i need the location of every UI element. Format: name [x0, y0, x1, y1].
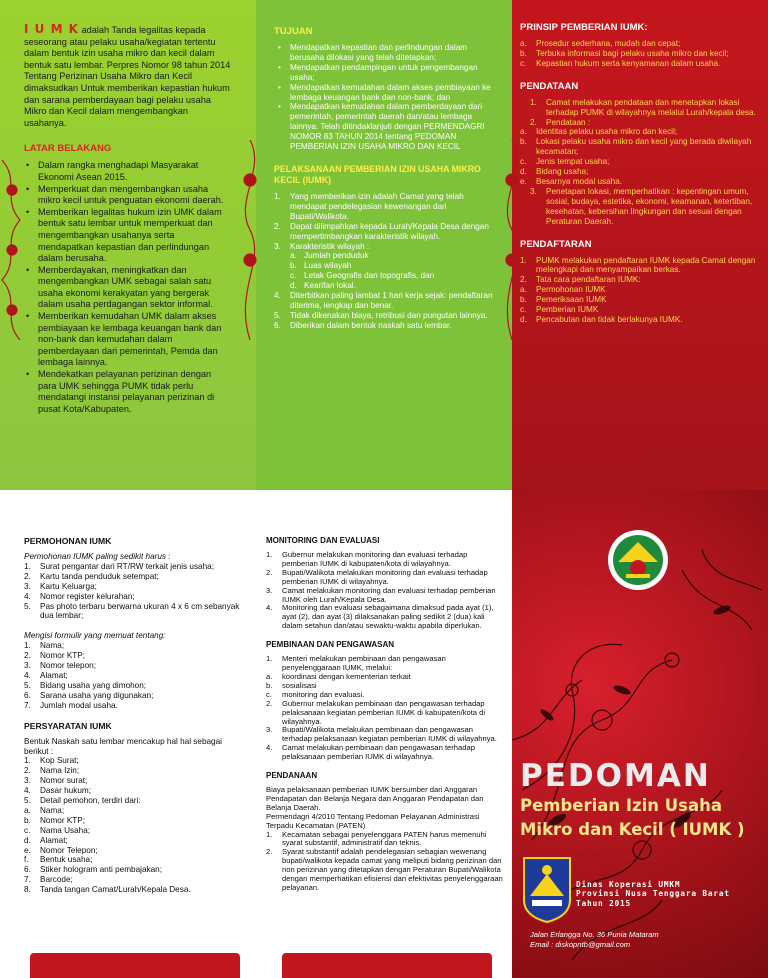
ornament-right-icon	[494, 140, 530, 340]
pendataan-list	[520, 98, 758, 227]
list-item-text: Terbuka informasi bagi pelaku usaha mikro dan kecil;	[536, 48, 729, 58]
list-item-number: 3.	[266, 725, 273, 735]
prinsip-list	[520, 39, 758, 69]
list-item	[24, 641, 246, 651]
list-item	[274, 291, 498, 311]
list-item	[266, 848, 504, 893]
latar-list	[24, 160, 232, 415]
decorative-band-bottom-left	[30, 953, 240, 978]
list-item-number: e.	[520, 176, 527, 186]
list-item-number: 2.	[24, 651, 31, 661]
list-item	[266, 551, 504, 569]
list-item-text: Diterbitkan paling lambat 1 hari kerja sejak: pendaftaran diterima, lengkap dan benar.	[290, 291, 493, 310]
list-item	[274, 251, 498, 261]
list-item-number: 2.	[274, 221, 281, 231]
list-item-number: b.	[24, 815, 31, 825]
org-line-3: Tahun 2015	[576, 898, 631, 908]
list-item	[266, 726, 504, 744]
list-item-number: c.	[266, 689, 272, 699]
list-item-text: Permohonan IUMK	[536, 285, 606, 295]
permohonan-list	[24, 562, 246, 621]
list-item-number: 5.	[24, 680, 31, 690]
list-item-number: a.	[520, 39, 527, 48]
list-item-number: 4.	[24, 670, 31, 680]
list-item	[266, 831, 504, 849]
list-item-number: 3.	[266, 585, 273, 595]
list-item	[24, 855, 246, 865]
list-item-text: Nomor telepon;	[40, 661, 96, 671]
list-item: • Memberikan kemudahan UMK dalam akses pembiayaan ke lembaga keuangan bank dan non-bank dan kemudahan dalam pemberdayaan dari pemerintah, Pemda dan lembaga lainnya.	[24, 311, 232, 369]
list-item-number: c.	[520, 58, 527, 68]
list-item	[520, 49, 758, 59]
list-item	[24, 786, 246, 796]
list-item	[24, 562, 246, 572]
cover-panel	[512, 490, 768, 978]
list-item	[24, 806, 246, 816]
list-item	[520, 118, 758, 128]
list-item-text: Dasar hukum;	[40, 786, 91, 796]
list-item-number: 1.	[530, 97, 537, 107]
list-item-number: a.	[24, 805, 31, 815]
list-item-number: 4.	[266, 743, 273, 753]
list-item-text: Diberikan dalam bentuk naskah satu lembar.	[290, 320, 452, 330]
list-item	[266, 587, 504, 605]
list-item-text: Kartu tanda penduduk setempat;	[40, 571, 159, 581]
list-item: • Mendapatkan kemudahan dalam pemberdayaan dari pemerintah, pemerintah daerah dan/atau lembaga lainnya. Telah ditindaklanjuti dengan PERMENDAGRI NOMOR 83 TAHUN 2014 tentang PEDOMAN PEMBERIAN IZIN USAHA MIKRO DAN KECIL	[276, 102, 498, 152]
list-item-text: Jenis tempat usaha;	[536, 157, 610, 167]
list-item-number: f.	[24, 855, 29, 865]
list-item	[24, 756, 246, 766]
list-item-number: a.	[266, 671, 273, 681]
list-item	[274, 271, 498, 281]
formulir-list	[24, 641, 246, 710]
list-item-text: Gubernur melakukan pembinaan dan pengawasan terhadap pelaksanaan kegiatan pemberian IUMK di kabupaten/kota di wilayahnya.	[282, 698, 486, 726]
list-item-text: Pendataan :	[546, 117, 591, 127]
list-item-number: e.	[24, 845, 31, 855]
list-item	[520, 285, 758, 295]
tujuan-list	[274, 43, 498, 152]
list-item	[520, 98, 758, 118]
list-item-text: Nama;	[40, 641, 65, 651]
list-item	[274, 321, 498, 331]
list-item	[266, 569, 504, 587]
list-item: • Mendapatkan kemudahan dalam akses pembiayaan ke lembaga keuangan bank dan non-bank; dan	[276, 83, 498, 103]
persyaratan-intro: Bentuk Naskah satu lembar mencakup hal hal sebagai berikut :	[24, 736, 222, 756]
list-item-text: Luas wilayah	[304, 261, 352, 271]
list-item-text: Nomor register kelurahan;	[40, 591, 135, 601]
list-item	[24, 671, 246, 681]
list-item-text: Camat melakukan pendataan dan menetapkan lokasi terhadap PUMK di wilayahnya melalui Lurah/kepala desa.	[546, 97, 756, 117]
list-item	[24, 572, 246, 582]
list-item: • Memperkuat dan mengembangkan usaha mikro kecil untuk penguatan ekonomi daerah.	[24, 184, 232, 207]
list-item	[24, 582, 246, 592]
list-item-text: Penetapan lokasi, memperhatikan : kepentingan umum, sosial, budaya, estetika, ekonomi, keamanan, ketertiban, kesehatan, kebersihan lingkungan dan sesuai dengan Peraturan Daerah.	[546, 186, 753, 226]
list-item-text: Kop Surat;	[40, 756, 79, 766]
list-item-number: 2.	[24, 571, 31, 581]
list-item	[266, 700, 504, 727]
address: Jalan Erlangga No. 36 Punia Mataram	[530, 930, 659, 939]
panel-intro	[0, 0, 256, 490]
list-item-number: 7.	[24, 700, 31, 710]
list-item	[24, 651, 246, 661]
list-item	[520, 295, 758, 305]
list-item-text: Kearifan lokal.	[304, 281, 356, 291]
list-item-text: Detail pemohon, terdiri dari:	[40, 796, 141, 806]
list-item-number: 3.	[24, 661, 31, 671]
list-item	[274, 222, 498, 242]
list-item-number: 4.	[24, 786, 31, 796]
list-item-number: 2.	[266, 698, 273, 708]
monitoring-heading: MONITORING DAN EVALUASI	[266, 536, 380, 545]
list-item-text: PUMK melakukan pendaftaran IUMK kepada Camat dengan melengkapi dan menyampaikan berkas.	[536, 255, 756, 275]
list-item-number: a.	[520, 285, 527, 295]
list-item-text: Jumlah penduduk	[304, 251, 369, 261]
pendanaan-list	[266, 831, 504, 893]
list-item	[274, 261, 498, 271]
list-item-text: Nama;	[40, 805, 65, 815]
list-item-number: a.	[290, 251, 297, 261]
list-item: • Memberdayakan, meningkatkan dan mengembangkan UMK sebagai salah satu usaha ekonomi kerakyatan yang bergerak dalam usaha perdagangan sektor informal.	[24, 265, 232, 311]
list-item-text: Besarnya modal usaha.	[536, 176, 623, 186]
org-line-2: Provinsi Nusa Tenggara Barat	[576, 889, 730, 899]
list-item	[24, 592, 246, 602]
list-item-number: 2.	[24, 766, 31, 776]
list-item-number: 7.	[24, 875, 31, 885]
list-item	[520, 157, 758, 167]
list-item-text: Surat pengantar dari RT/RW terkait jenis usaha;	[40, 561, 214, 571]
list-item-number: 6.	[24, 690, 31, 700]
list-item-text: Nomor KTP;	[40, 651, 86, 661]
list-item	[274, 192, 498, 222]
prinsip-heading: PRINSIP PEMBERIAN IUMK:	[520, 22, 648, 33]
panel-monitoring	[256, 490, 512, 978]
list-item	[266, 604, 504, 631]
list-item	[274, 281, 498, 291]
list-item-text: Bupati/Walikota melakukan monitoring dan evaluasi terhadap pemberian IUMK di wilayahnya.	[282, 567, 488, 586]
list-item-text: Identitas pelaku usaha mikro dan kecil;	[536, 127, 678, 137]
decorative-band-bottom-mid	[282, 953, 492, 978]
list-item-number: 5.	[24, 601, 31, 611]
list-item-number: c.	[520, 305, 527, 315]
list-item-number: 6.	[274, 320, 281, 330]
list-item-text: Pemeriksaan IUMK	[536, 295, 607, 305]
list-item	[24, 826, 246, 836]
list-item	[520, 256, 758, 276]
list-item	[24, 885, 246, 895]
list-item-text: Syarat substantif adalah pendelegasian sebagian wewenang bupati/walikota kepada camat yang meliputi bidang perizinan dan non perizinan yang ditetapkan dengan Peraturan Bupati/Walikota dengan memperhatikan efisiensi dan efektivitas penyelenggaraan pelayanan.	[282, 847, 503, 892]
list-item-number: 1.	[274, 191, 281, 201]
list-item-text: Barcode;	[40, 875, 73, 885]
permohonan-heading: PERMOHONAN IUMK	[24, 536, 112, 546]
list-item-text: Nomor KTP;	[40, 815, 86, 825]
email: Email : diskopntb@gmail.com	[530, 939, 631, 949]
list-item-text: Monitoring dan evaluasi sebagaimana dimaksud pada ayat (1), ayat (2), dan ayat (3) dilaksanakan paling sedikit 2 (dua) kali dalam setahun dan/atau sewaktu-waktu apabila diperlukan.	[282, 603, 494, 631]
list-item-number: b.	[520, 48, 527, 58]
cover-subtitle-1: Pemberian Izin Usaha	[520, 796, 723, 815]
list-item	[24, 701, 246, 711]
list-item-number: d.	[520, 167, 527, 177]
list-item-number: 1.	[24, 561, 31, 571]
list-item-text: Pemberian IUMK	[536, 305, 599, 315]
list-item	[24, 846, 246, 856]
list-item-text: Nomor surat;	[40, 776, 88, 786]
list-item-text: Pas photo terbaru berwarna ukuran 4 x 6 cm sebanyak dua lembar;	[40, 601, 240, 621]
list-item	[520, 59, 758, 69]
list-item-number: d.	[290, 281, 297, 291]
contact-block	[530, 930, 659, 949]
list-item-text: Camat melakukan monitoring dan evaluasi terhadap pemberian IUMK oleh Lurah/Kepala Desa.	[282, 585, 496, 604]
list-item-text: Alamat;	[40, 835, 68, 845]
list-item-text: Karakteristik wilayah :	[290, 241, 370, 251]
list-item-text: Bidang usaha;	[536, 167, 589, 177]
permohonan-sub: Permohonan IUMK paling sedikit harus :	[24, 552, 171, 561]
list-item-text: Bentuk usaha;	[40, 855, 93, 865]
list-item	[24, 836, 246, 846]
list-item-number: 8.	[24, 885, 31, 895]
pendaftaran-heading: PENDAFTARAN	[520, 238, 592, 250]
list-item-text: Sarana usaha yang digunakan;	[40, 690, 154, 700]
pendanaan-text1: Biaya pelaksanaan pemberian IUMK bersumber dari Anggaran Pendapatan dan Belanja Negara dan Anggaran Pendapatan dan Belanja Daerah.	[266, 785, 484, 812]
pembinaan-heading: PEMBINAAN DAN PENGAWASAN	[266, 640, 395, 650]
list-item-text: Prosedur sederhana, mudah dan cepat;	[536, 39, 681, 48]
list-item-number: d.	[520, 314, 527, 324]
list-item-text: Menteri melakukan pembinaan dan pengawasan penyelenggaraan IUMK, melalui:	[282, 654, 446, 673]
latar-heading: LATAR BELAKANG	[24, 143, 112, 155]
pelaksanaan-heading: PELAKSANAAN PEMBERIAN IZIN USAHA MIKRO KECIL (IUMK)	[274, 163, 481, 185]
list-item	[24, 776, 246, 786]
list-item-number: 3.	[530, 186, 537, 196]
list-item-number: c.	[290, 271, 297, 281]
list-item	[266, 655, 504, 673]
list-item	[274, 242, 498, 252]
list-item	[520, 167, 758, 177]
list-item: • Mendapatkan kepastian dan perlindungan dalam berusaha dilokasi yang telah ditetapkan;	[276, 43, 498, 63]
ornament-mid-icon	[232, 140, 268, 340]
list-item-text: Nama Usaha;	[40, 825, 91, 835]
list-item-text: Kecamatan sebagai penyelenggara PATEN harus memenuhi syarat substantif, administratif dan teknis.	[282, 829, 487, 848]
list-item-text: Tata cara pendaftaran IUMK:	[536, 275, 641, 285]
list-item: • Dalam rangka menghadapi Masyarakat Ekonomi Asean 2015.	[24, 160, 232, 183]
list-item	[24, 602, 246, 622]
intro-lead: I U M K	[24, 22, 79, 36]
list-item-text: Dapat dilimpahkan kepada Lurah/Kepala Desa dengan mempertimbangkan karakteristik wilayah.	[290, 221, 489, 241]
org-block	[576, 880, 730, 908]
list-item-text: koordinasi dengan kementerian terkait	[282, 671, 411, 681]
formulir-sub: Mengisi formulir yang memuat tentang:	[24, 631, 166, 641]
list-item	[520, 127, 758, 137]
panel-permohonan	[0, 490, 256, 978]
ornament-left-icon	[0, 140, 24, 340]
list-item-text: Tanda tangan Camat/Lurah/Kepala Desa.	[40, 885, 191, 895]
list-item-text: Bidang usaha yang dimohon;	[40, 680, 147, 690]
list-item-text: Tidak dikenakan biaya, retribusi dan pungutan lainnya.	[290, 310, 488, 320]
list-item	[24, 766, 246, 776]
list-item-number: 5.	[274, 310, 281, 320]
org-line-1: Dinas Koperasi UMKM	[576, 880, 681, 889]
list-item-text: Nama Izin;	[40, 766, 80, 776]
list-item-text: Pencabutan dan tidak berlakunya IUMK.	[536, 314, 683, 324]
list-item-number: 4.	[24, 591, 31, 601]
list-item: • Mendapatkan pendampingan untuk pengembangan usaha;	[276, 63, 498, 83]
list-item	[266, 744, 504, 762]
pembinaan-list	[266, 655, 504, 762]
list-item-number: 1.	[266, 829, 273, 839]
list-item	[520, 39, 758, 49]
list-item	[24, 691, 246, 701]
list-item-text: Stiker hologram anti pembajakan;	[40, 865, 162, 875]
list-item-number: 4.	[274, 291, 281, 301]
list-item-number: c.	[520, 157, 527, 167]
list-item	[24, 816, 246, 826]
cover-title: PEDOMAN	[520, 758, 711, 794]
list-item-number: 6.	[24, 865, 31, 875]
list-item-text: Bupati/Walikota melakukan pembinaan dan pengawasan terhadap pelaksanaan kegiatan pemberian IUMK di wilayahnya.	[282, 725, 497, 744]
list-item-text: Kepastian hukum serta kenyamanan dalam usaha.	[536, 58, 721, 68]
list-item-text: Kartu Keluarga;	[40, 581, 97, 591]
list-item-number: 1.	[520, 255, 527, 265]
intro-text: adalah Tanda legalitas kepada seseorang atau pelaku usaha/kegiatan tertentu dalam bentuk izin usaha mikro dan kecil dalam bentuk satu lembar. Perpres Nomor 98 tahun 2014 Tentang Perizinan Usaha Mikro dan Kecil dimaksudkan Untuk memberikan kepastian hukum dan sarana pemberdayaan bagi pelaku usaha Mikro dan Kecil dalam mengembangkan usahanya.	[24, 25, 231, 128]
list-item-number: 2.	[530, 117, 537, 127]
panel-prinsip	[512, 0, 768, 490]
list-item-number: 2.	[266, 567, 273, 577]
list-item-number: b.	[520, 295, 527, 305]
pelaksanaan-list	[274, 192, 498, 331]
list-item-number: 5.	[24, 796, 31, 806]
tujuan-heading: TUJUAN	[274, 26, 313, 37]
list-item	[520, 315, 758, 325]
list-item-text: Nomor Telepon;	[40, 845, 98, 855]
ntb-province-emblem-icon	[522, 856, 572, 924]
list-item-number: 2.	[266, 847, 273, 857]
intro-paragraph	[24, 24, 232, 129]
list-item-number: 1.	[266, 550, 273, 559]
list-item-number: b.	[266, 680, 273, 690]
list-item	[520, 177, 758, 187]
list-item-text: Alamat;	[40, 670, 68, 680]
persyaratan-heading: PERSYARATAN IUMK	[24, 720, 112, 731]
list-item	[24, 661, 246, 671]
cover-subtitle-2: Mikro dan Kecil ( IUMK )	[520, 820, 745, 839]
list-item: • Memberikan legalitas hukum izin UMK dalam bentuk satu lembar untuk memperkuat dan mengembangkan usahanya serta mendapatkan kepastian dan perlindungan dalam berusaha.	[24, 207, 232, 265]
pendataan-heading: PENDATAAN	[520, 80, 579, 92]
list-item-text: Lokasi pelaku usaha mikro dan kecil yang berada diwilayah kecamatan;	[536, 137, 752, 157]
list-item	[520, 275, 758, 285]
list-item-number: 1.	[24, 641, 31, 651]
list-item-number: 1.	[266, 654, 273, 664]
list-item	[24, 681, 246, 691]
list-item-number: b.	[520, 137, 527, 147]
list-item	[520, 137, 758, 157]
pendanaan-text2: Permendagri 4/2010 Tentang Pedoman Pelayanan Administrasi Terpadu Kecamatan (PATEN)	[266, 811, 480, 830]
pendaftaran-list	[520, 256, 758, 325]
list-item	[24, 865, 246, 875]
list-item-text: monitoring dan evaluasi.	[282, 689, 365, 699]
monitoring-list	[266, 551, 504, 631]
list-item-number: 3.	[24, 776, 31, 786]
persyaratan-list	[24, 756, 246, 895]
list-item-number: b.	[290, 261, 297, 271]
list-item	[274, 311, 498, 321]
list-item	[520, 305, 758, 315]
list-item-text: Letak Geografis dan topografis, dan	[304, 271, 435, 281]
list-item-number: c.	[24, 825, 31, 835]
list-item-text: Camat melakukan pembinaan dan pengawasan terhadap pelaksanaan pemberian IUMK di wilayahnya.	[282, 743, 475, 762]
list-item	[24, 875, 246, 885]
list-item-number: 1.	[24, 756, 31, 766]
list-item	[24, 796, 246, 806]
list-item	[520, 187, 758, 227]
list-item-text: Jumlah modal usaha.	[40, 700, 118, 710]
list-item-number: 3.	[274, 241, 281, 251]
list-item-text: sosialisasi	[282, 680, 317, 690]
list-item-number: d.	[24, 835, 31, 845]
list-item-text: Yang memberikan izin adalah Camat yang telah mendapat pendelegasian kewenangan dari Bupati/Walikota.	[290, 191, 464, 221]
panel-tujuan	[256, 0, 512, 490]
koperasi-emblem-icon	[606, 528, 670, 592]
list-item-number: a.	[520, 127, 527, 137]
list-item-number: 3.	[24, 581, 31, 591]
list-item-number: 2.	[520, 275, 527, 285]
list-item-text: Gubernur melakukan monitoring dan evaluasi terhadap pemberian IUMK di kabupaten/kota di wilayahnya.	[282, 550, 468, 568]
pendanaan-heading: PENDANAAN	[266, 771, 318, 781]
list-item-number: 4.	[266, 603, 273, 613]
list-item: • Mendekatkan pelayanan perizinan dengan para UMK sehingga PUMK tidak perlu mendatangi instansi pelayanan perizinan di pusat Kota/Kabupaten.	[24, 369, 232, 415]
